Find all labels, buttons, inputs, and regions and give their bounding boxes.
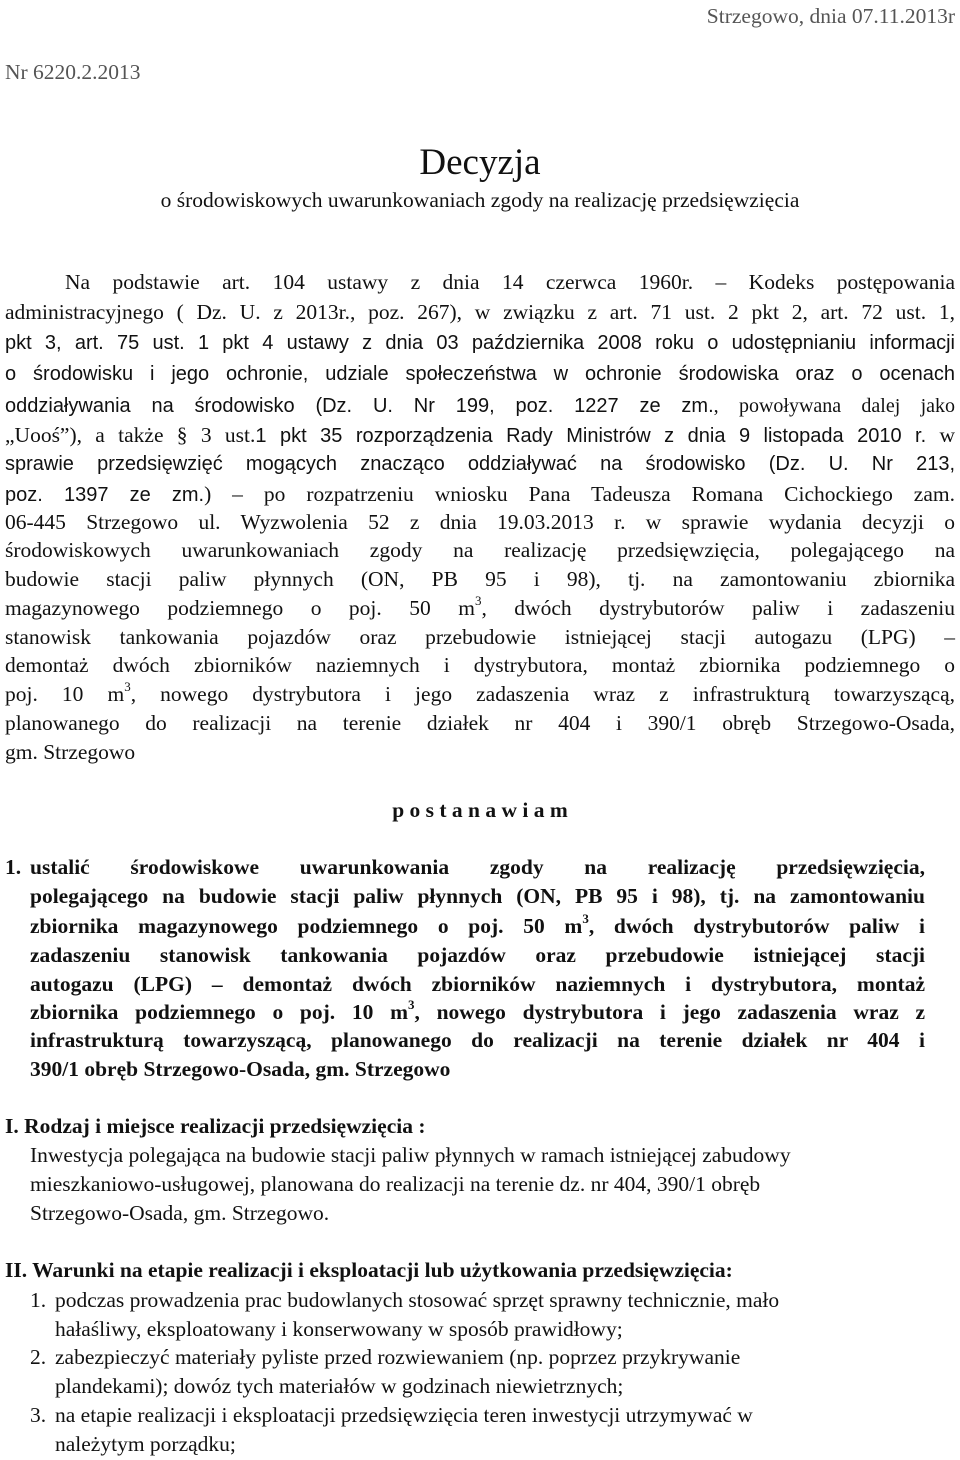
point-line: zbiornika magazynowego podziemnego o poj. 50 $m^3$, dwóch dystrybutorów paliw i xyxy=(30,910,926,938)
intro-line: poj. 10 $m^3$, nowego dystrybutora i jego zadaszenia wraz z infrastrukturą towarzyszącą, xyxy=(5,678,955,706)
document-title: Decyzja xyxy=(419,142,541,183)
point-line: autogazu (LPG) – demontaż dwóch zbiorników naziemnych i dystrybutora, montaż xyxy=(30,972,925,996)
section-1-line: mieszkaniowo-usługowej, planowana do realizacji na terenie dz. nr 404, 390/1 obręb xyxy=(30,1172,761,1196)
intro-line: Na podstawie art. 104 ustawy z dnia 14 czerwca 1960r. – Kodeks postępowania xyxy=(65,270,955,294)
list-item-line: na etapie realizacji i eksploatacji przedsięwzięcia teren inwestycji utrzymywać w xyxy=(55,1403,753,1427)
document-subtitle: o środowiskowych uwarunkowaniach zgody na realizację przedsięwzięcia xyxy=(160,188,800,212)
list-item-line: podczas prowadzenia prac budowlanych stosować sprzęt sprawny technicznie, mało xyxy=(55,1288,780,1312)
intro-line: „Uooś”), a także § 3 ust.1 pkt 35 rozporządzenia Rady Ministrów z dnia 9 listopada 2010 r. w xyxy=(5,423,955,447)
intro-line: gm. Strzegowo xyxy=(5,740,136,764)
section-2-heading: II. Warunki na etapie realizacji i eksploatacji lub użytkowania przedsięwzięcia: xyxy=(5,1258,733,1282)
intro-line: 06-445 Strzegowo ul. Wyzwolenia 52 z dnia 19.03.2013 r. w sprawie wydania decyzji o xyxy=(5,510,955,534)
intro-line: poz. 1397 ze zm.) – po rozpatrzeniu wniosku Pana Tadeusza Romana Cichockiego zam. xyxy=(5,482,955,506)
list-item-line: należytym porządku; xyxy=(55,1432,236,1456)
intro-line: administracyjnego ( Dz. U. z 2013r., poz. 267), w związku z art. 71 ust. 2 pkt 2, art. 72 ust. 1, xyxy=(5,300,955,324)
intro-line: magazynowego podziemnego o poj. 50 $m^3$, dwóch dystrybutorów paliw i zadaszeniu xyxy=(5,592,955,620)
intro-line: sprawie przedsięwzięć mogących znacząco oddziaływać na środowisko (Dz. U. Nr 213, xyxy=(5,453,955,475)
point-line: 390/1 obręb Strzegowo-Osada, gm. Strzegowo xyxy=(30,1057,451,1081)
list-item-line: zabezpieczyć materiały pyliste przed rozwiewaniem (np. poprzez przykrywanie xyxy=(55,1345,741,1369)
intro-line: demontaż dwóch zbiorników naziemnych i dystrybutora, montaż zbiornika podziemnego o xyxy=(5,653,955,677)
list-item-line: hałaśliwy, eksploatowany i konserwowany w sposób prawidłowy; xyxy=(55,1317,623,1341)
intro-line: oddziaływania na środowisko (Dz. U. Nr 199, poz. 1227 ze zm., powoływana dalej jako xyxy=(5,395,956,417)
section-1-heading: I. Rodzaj i miejsce realizacji przedsięwzięcia : xyxy=(5,1114,426,1138)
point-line: ustalić środowiskowe uwarunkowania zgody na realizację przedsięwzięcia, xyxy=(30,855,925,879)
point-line: infrastrukturą towarzyszącą, planowanego do realizacji na terenie działek nr 404 i xyxy=(30,1028,925,1052)
document-number: Nr 6220.2.2013 xyxy=(5,60,141,84)
intro-line: środowiskowych uwarunkowaniach zgody na realizację przedsięwzięcia, polegającego na xyxy=(5,538,955,562)
intro-line: planowanego do realizacji na terenie działek nr 404 i 390/1 obręb Strzegowo-Osada, xyxy=(5,711,955,735)
list-item-number: 1. xyxy=(30,1288,47,1312)
section-1-line: Inwestycja polegająca na budowie stacji paliw płynnych w ramach istniejącej zabudowy xyxy=(30,1143,791,1167)
list-item-number: 3. xyxy=(30,1403,47,1427)
intro-line: o środowisku i jego ochronie, udziale społeczeństwa w ochronie środowiska oraz o ocenach xyxy=(5,363,955,385)
decision-word: p o s t a n a w i a m xyxy=(392,798,568,822)
section-1-line: Strzegowo-Osada, gm. Strzegowo. xyxy=(30,1201,330,1225)
point-line: zbiornika podziemnego o poj. 10 $m^3$, nowego dystrybutora i jego zadaszenia wraz z xyxy=(30,996,925,1024)
list-item-line: plandekami); dowóz tych materiałów w godzinach niewietrznych; xyxy=(55,1374,624,1398)
intro-line: pkt 3, art. 75 ust. 1 pkt 4 ustawy z dnia 03 października 2008 roku o udostępnianiu informacji xyxy=(5,332,955,354)
point-line: zadaszeniu stanowisk tankowania pojazdów oraz przebudowie istniejącej stacji xyxy=(30,943,925,967)
place-date: Strzegowo, dnia 07.11.2013r xyxy=(706,4,955,28)
point-number: 1. xyxy=(5,855,22,879)
intro-line: budowie stacji paliw płynnych (ON, PB 95 i 98), tj. na zamontowaniu zbiornika xyxy=(5,567,955,591)
intro-line: stanowisk tankowania pojazdów oraz przebudowie istniejącej stacji autogazu (LPG) – xyxy=(5,625,955,649)
point-line: polegającego na budowie stacji paliw płynnych (ON, PB 95 i 98), tj. na zamontowaniu xyxy=(30,884,925,908)
list-item-number: 2. xyxy=(30,1345,47,1369)
